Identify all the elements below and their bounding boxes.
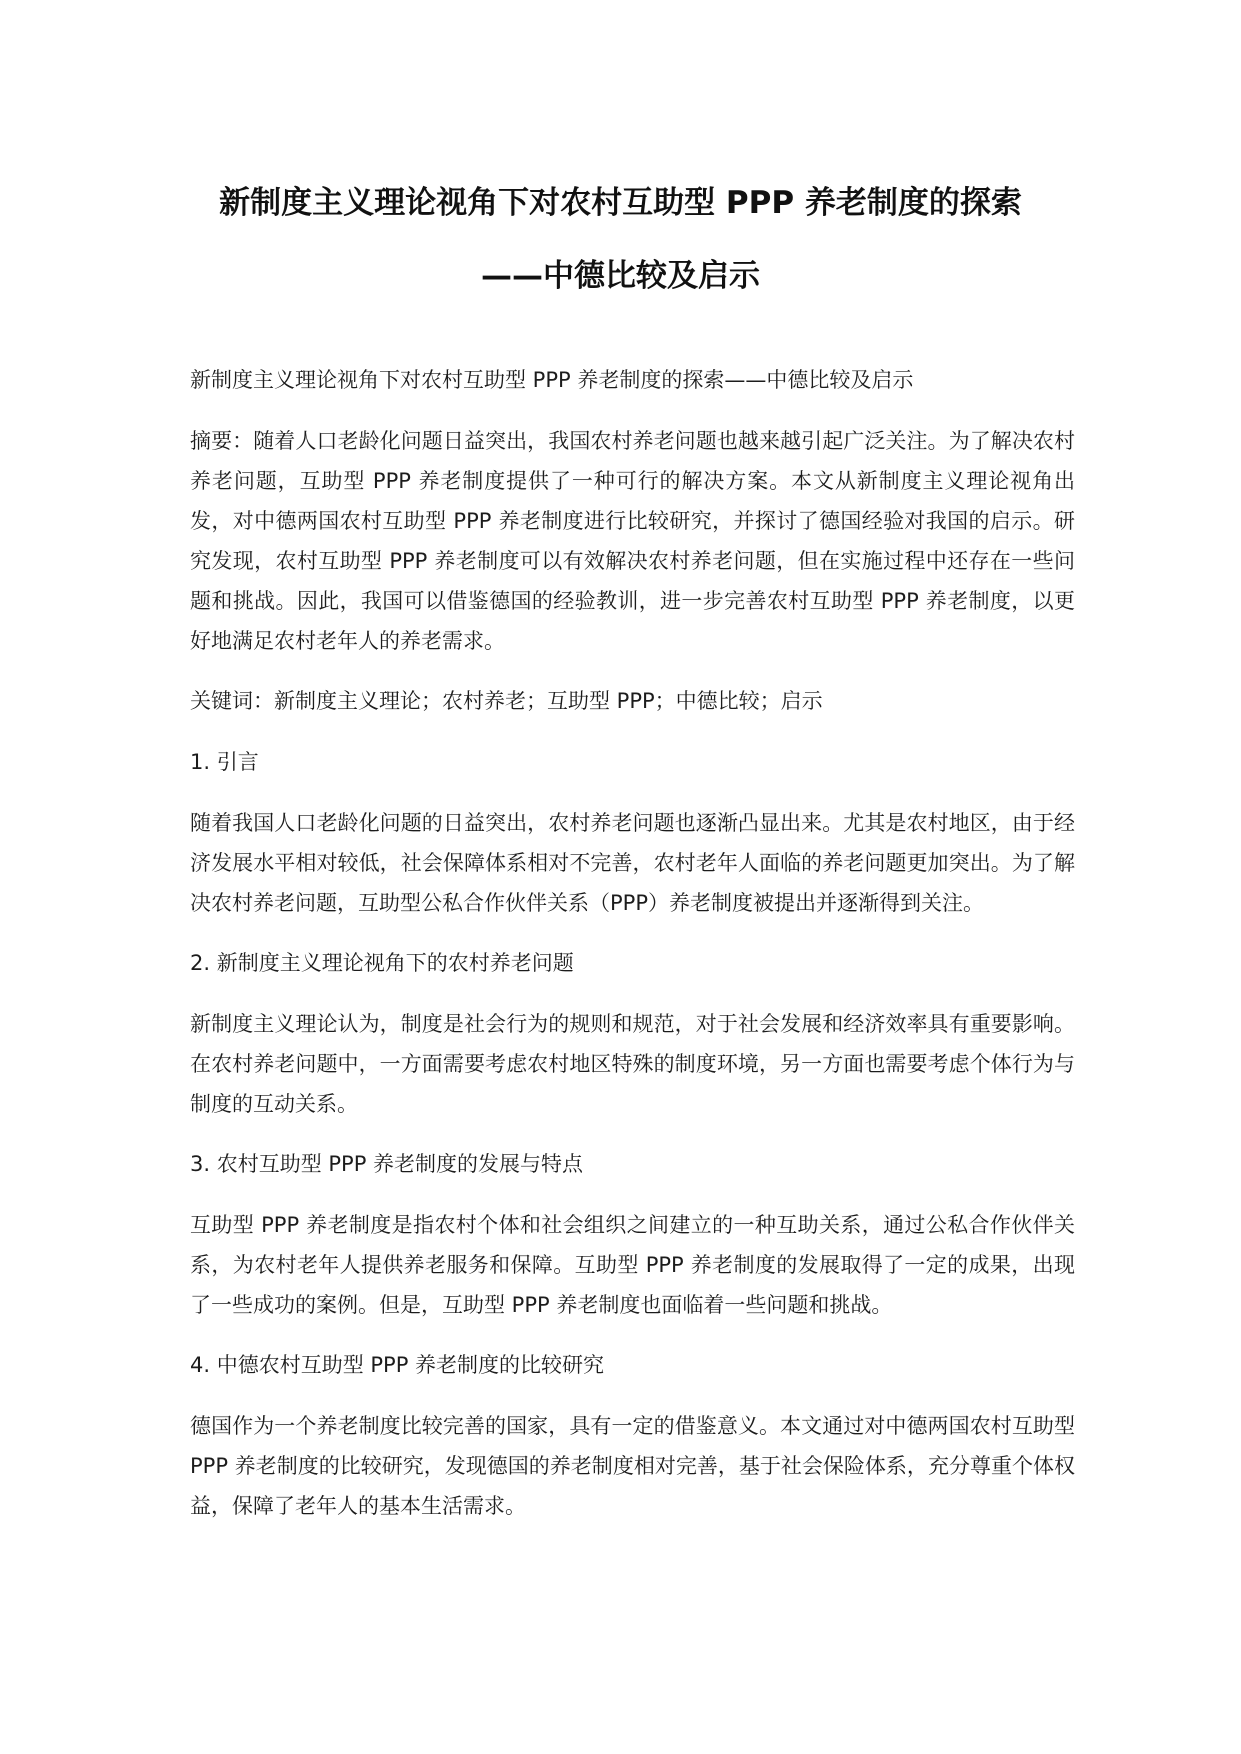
paragraph-section-3: 互助型 PPP 养老制度是指农村个体和社会组织之间建立的一种互助关系，通过公私合作伙伴关系，为农村老年人提供养老服务和保障。互助型 PPP 养老制度的发展取得了一定的成果，出现了一些成功的案例。但是，互助型 PPP 养老制度也面临着一些问题和挑战。 — [190, 1213, 1075, 1317]
document-subtitle: ——中德比较及启示 — [481, 258, 760, 294]
document-body — [190, 360, 1075, 1546]
section-heading-4: 4. 中德农村互助型 PPP 养老制度的比较研究 — [190, 1353, 605, 1377]
paragraph-introduction: 随着我国人口老龄化问题的日益突出，农村养老问题也逐渐凸显出来。尤其是农村地区，由于经济发展水平相对较低，社会保障体系相对不完善，农村老年人面临的养老问题更加突出。为了解决农村养老问题，互助型公私合作伙伴关系（PPP）养老制度被提出并逐渐得到关注。 — [190, 811, 1075, 915]
paragraph-section-2: 新制度主义理论认为，制度是社会行为的规则和规范，对于社会发展和经济效率具有重要影响。在农村养老问题中，一方面需要考虑农村地区特殊的制度环境，另一方面也需要考虑个体行为与制度的互动关系。 — [190, 1012, 1075, 1116]
paragraph-abstract: 摘要：随着人口老龄化问题日益突出，我国农村养老问题也越来越引起广泛关注。为了解决农村养老问题，互助型 PPP 养老制度提供了一种可行的解决方案。本文从新制度主义理论视角出发，对中德两国农村互助型 PPP 养老制度进行比较研究，并探讨了德国经验对我国的启示。研究发现，农村互助型 PPP 养老制度可以有效解决农村养老问题，但在实施过程中还存在一些问题和挑战。因此，我国可以借鉴德国的经验教训，进一步完善农村互助型 PPP 养老制度，以更好地满足农村老年人的养老需求。 — [190, 429, 1075, 653]
paragraph-section-4: 德国作为一个养老制度比较完善的国家，具有一定的借鉴意义。本文通过对中德两国农村互助型 PPP 养老制度的比较研究，发现德国的养老制度相对完善，基于社会保险体系，充分尊重个体权益，保障了老年人的基本生活需求。 — [190, 1414, 1075, 1518]
section-heading-1: 1. 引言 — [190, 750, 259, 774]
section-heading-3: 3. 农村互助型 PPP 养老制度的发展与特点 — [190, 1152, 584, 1176]
paragraph-keywords: 关键词：新制度主义理论；农村养老；互助型 PPP；中德比较；启示 — [190, 689, 823, 713]
paragraph-title-repeat: 新制度主义理论视角下对农村互助型 PPP 养老制度的探索——中德比较及启示 — [190, 368, 914, 392]
document-title: 新制度主义理论视角下对农村互助型 PPP 养老制度的探索 — [219, 185, 1022, 221]
section-heading-2: 2. 新制度主义理论视角下的农村养老问题 — [190, 951, 574, 975]
